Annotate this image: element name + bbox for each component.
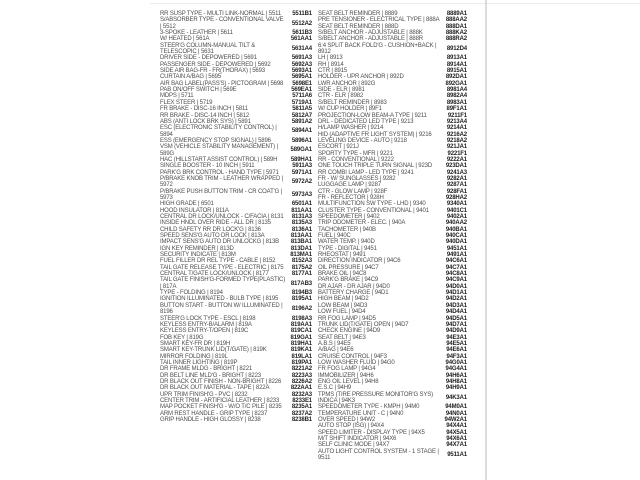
option-code: 6501A1 xyxy=(291,201,312,208)
option-description: E.S.C | 94H9 xyxy=(318,385,352,392)
option-description: DR BLACK OUT FINISH - NON-BRIGHT | 8226 xyxy=(160,378,282,385)
option-code: 94D2A1 xyxy=(445,296,467,303)
option-code: 94W2A1 xyxy=(444,417,467,423)
option-description: LWR ANCHOR | 892G xyxy=(318,80,376,87)
option-code: 94H8A1 xyxy=(445,378,467,385)
option-row[interactable] xyxy=(160,43,312,56)
option-description: IMMOBILIZER | 94H6 xyxy=(318,372,374,379)
option-code: 561AA1 xyxy=(290,36,312,43)
option-code: 94H9A1 xyxy=(445,385,467,392)
option-code: 9211F1 xyxy=(447,112,467,119)
option-description: FUEL | 940C xyxy=(318,233,351,240)
option-description: TAIL GATE FINISH'G-FORMED TYPE(PLASTIC) | 817A xyxy=(160,277,286,290)
option-code: 94E5A1 xyxy=(446,340,467,347)
option-description: SMART KEY-FR DR | 819H xyxy=(160,340,231,347)
option-description: CENTER TRIM - ARTIFICIAL LEATHER | 8233 xyxy=(160,397,280,404)
option-code: 921JA1 xyxy=(446,144,467,151)
option-description: GRIP HANDLE - HIGH GLOSSY | 8238 xyxy=(160,417,261,423)
option-code: 8233E1 xyxy=(292,397,312,404)
option-description: TPMS (TIRE PRESSURE MONITOR'G SYS) INDICA | 94K3 xyxy=(318,391,433,404)
option-code: 5693A1 xyxy=(291,68,312,75)
option-description: ENG OIL LEVEL | 94H8 xyxy=(318,378,379,385)
option-description: MAP POCKET FINISH'G - W/O T/C PILE | 8235 xyxy=(160,404,282,411)
option-description: HID (ADAPTIVE FR LIGHT SYSTEM) | 9216 xyxy=(318,131,432,138)
option-description: S/BELT REMINDER | 8983 xyxy=(318,99,387,106)
top-border xyxy=(150,3,640,4)
option-description: RR COMBI LAMP - LED TYPE | 9241 xyxy=(318,169,414,176)
option-description: ESCORT | 921J xyxy=(318,144,359,151)
option-code: 94N0A1 xyxy=(445,410,467,417)
option-description: AUTO LIGHT CONTROL SYSTEM - 1 STAGE | 9511 xyxy=(318,448,439,462)
option-code: 9221F1 xyxy=(447,150,467,157)
option-code: 928HA2 xyxy=(445,194,467,201)
option-description: DR AJAR - DR AJAR | 94D0 xyxy=(318,283,390,290)
option-code: 819HA1 xyxy=(290,340,312,347)
option-code: 94E6A1 xyxy=(446,347,467,354)
option-description: LOW WASHER FLUID | 94G0 xyxy=(318,359,395,366)
option-description: PAB ON/OFF SWITCH | 569E xyxy=(160,87,237,94)
option-code: 811AA1 xyxy=(291,207,312,214)
option-description: RR SUSP TYPE - MULTI LINK-NORMAL | 5511 xyxy=(160,11,282,17)
option-description: TRIP ODOMETER - ELEC. | 940A xyxy=(318,220,406,227)
option-description: MIRROR FOLDING | 819L xyxy=(160,353,228,360)
option-description: P/BRAKE PUSH BUTTON TRIM - CR COAT'G | 5973 xyxy=(160,188,283,201)
option-description: S/BELT ANCHOR - ADJUSTABLE | 888K xyxy=(318,30,423,37)
option-description: A/BAG | 94E6 xyxy=(318,347,354,354)
option-code: 94F3A1 xyxy=(446,353,467,360)
option-description: SPEEDOMETER TYPE - KMPH | 94M0 xyxy=(318,404,420,411)
option-description: UPR TRIM FINISH'G - PVC | 8232 xyxy=(160,391,248,398)
option-code: 94D9A1 xyxy=(445,328,467,335)
option-code: 819GA1 xyxy=(290,334,312,341)
option-code: 8237A2 xyxy=(291,410,312,417)
option-code: 8131A3 xyxy=(291,214,312,220)
option-row[interactable] xyxy=(318,392,467,405)
option-code: 8223A3 xyxy=(291,372,312,379)
option-row[interactable] xyxy=(318,43,467,56)
option-description: A.B.S | 94E5 xyxy=(318,340,351,347)
option-code: 589GA1 xyxy=(290,147,312,154)
option-description: CENTRAL T/GATE LOCK/UNLOCK | 8177 xyxy=(160,271,269,278)
option-code: 813AA1 xyxy=(290,233,312,240)
option-description: ARM REST HANDLE - GRIP TYPE | 8237 xyxy=(160,410,268,417)
option-description: TACHOMETER | 940B xyxy=(318,226,376,233)
option-row[interactable] xyxy=(160,17,312,30)
option-description: DRIVER SIDE - DEPOWERED | 5691 xyxy=(160,55,257,62)
option-code: 888RA2 xyxy=(445,36,467,43)
option-code: 589HA1 xyxy=(290,156,312,163)
option-description: TAIL INNER LIGHTING | 819P xyxy=(160,359,238,366)
option-code: 94X7A1 xyxy=(446,442,467,449)
option-code: 9214A1 xyxy=(446,125,467,132)
option-code: 8177A1 xyxy=(291,271,312,278)
option-code: 5691A3 xyxy=(291,55,312,62)
option-code: 8175A2 xyxy=(291,264,312,271)
option-code: 94D4A1 xyxy=(445,309,467,316)
option-description: 3-SPOKE - LEATHER | 5611 xyxy=(160,30,233,37)
option-description: SIDE - ELR | 8981 xyxy=(318,87,365,94)
option-code: 94D5A1 xyxy=(445,315,467,322)
option-description: FOB KEY | 819G xyxy=(160,334,204,341)
option-description: TAIL GATE RELEASE TYPE - ELECTRIC | 8175 xyxy=(160,264,284,271)
option-code: 94G4A1 xyxy=(445,366,467,373)
option-description: 6:4 SPLIT BACK FOLD'G - CUSHION+BACK | 8912 xyxy=(318,42,437,56)
option-description: PARK'G BRAKE | 94C9 xyxy=(318,277,379,284)
option-code: 9222A1 xyxy=(446,156,467,163)
option-description: TRUNK LID(T/GATE) OPEN | 94D7 xyxy=(318,321,409,328)
option-description: SEAT BELT REMINDER | 888D xyxy=(318,23,399,30)
option-code: 94C6A1 xyxy=(445,258,467,265)
option-description: SPEED SENS'G AUTO DR LOCK | 813A xyxy=(160,233,265,240)
option-description: HOOD INSULATOR | 811A xyxy=(160,207,229,214)
option-description: HIGH BEAM | 94D2 xyxy=(318,296,369,303)
option-description: RR - CONVENTIONAL | 9222 xyxy=(318,156,394,163)
option-code: 8136A1 xyxy=(291,226,312,233)
option-description: S/BELT ANCHOR - ADJUSTABLE | 888R xyxy=(318,36,423,43)
option-description: AIR BAG LABEL(PASS'S) - PICTOGRAM | 5698 xyxy=(160,80,284,87)
option-description: DRL - DEDICATED LED TYPE | 9213 xyxy=(318,118,414,125)
option-description: RR BRAKE - DISC-14 INCH | 5812 xyxy=(160,112,250,119)
option-code: 94E3A1 xyxy=(446,334,467,341)
option-description: OIL PRESSURE | 94C7 xyxy=(318,264,379,271)
option-description: SEAT BELT REMINDER | 8889 xyxy=(318,11,398,17)
option-code: 8232A3 xyxy=(291,391,312,398)
option-row[interactable] xyxy=(160,125,312,138)
option-description: CENTRAL DR LOCK/UNLOCK - C/FACIA | 8131 xyxy=(160,214,284,220)
option-description: DR BELT LINE MLD'G - BRIGHT | 8223 xyxy=(160,372,261,379)
option-description: OVER SPEED | 94W2 xyxy=(318,417,376,423)
option-description: HOLDER - UPR ANCHOR | 892D xyxy=(318,74,404,81)
option-code: 892DA1 xyxy=(445,74,467,81)
option-code: 8152A3 xyxy=(291,258,312,265)
option-code: 888AA2 xyxy=(445,17,467,24)
option-description: FR - W/ SUNGLASSES | 9282 xyxy=(318,175,396,182)
option-code: 8196A2 xyxy=(291,305,312,312)
option-code: 5698E1 xyxy=(292,80,312,87)
option-description: RH | 8914 xyxy=(318,61,344,68)
option-code: 9218A2 xyxy=(446,137,467,144)
option-description: SPEED LIMITER - DISPLAY TYPE | 94X5 xyxy=(318,429,425,436)
option-description: ESC (ELECTRONIC STABILITY CONTROL) | 5894 xyxy=(160,125,277,138)
option-description: CHECK ENGINE | 94D9 xyxy=(318,328,381,335)
option-row[interactable] xyxy=(160,144,312,157)
option-description: MDPS | 5711 xyxy=(160,93,194,100)
option-code: 569EA1 xyxy=(291,87,312,94)
option-code: 8238B1 xyxy=(291,417,312,423)
option-description: KEYLESS ENTRY-B/ALARM | 819A xyxy=(160,321,252,328)
option-description: S/ABSORBER TYPE - CONVENTIONAL VALVE | 5512 xyxy=(160,17,284,30)
option-code: 94X6A1 xyxy=(446,436,467,443)
option-code: 5973A3 xyxy=(291,191,312,198)
option-code: 94D3A1 xyxy=(445,302,467,309)
option-description: W/ CUP HOLDER | 89F1 xyxy=(318,106,382,113)
option-code: 8221A2 xyxy=(291,366,312,373)
option-code: 9282A1 xyxy=(446,175,467,182)
option-code: 892GA1 xyxy=(445,80,467,87)
option-code: 5711A6 xyxy=(292,93,312,100)
option-description: TYPE - FOLDING | 8194 xyxy=(160,290,223,297)
option-code: 94G0A1 xyxy=(445,359,467,366)
option-code: 8235A1 xyxy=(291,404,312,411)
option-code: 8915A1 xyxy=(446,68,467,75)
option-code: 8226A2 xyxy=(291,378,312,385)
option-code: 940DA1 xyxy=(445,239,467,246)
option-description: RR FOG LAMP | 94D5 xyxy=(318,315,376,322)
option-description: LUGGAGE LAMP | 9287 xyxy=(318,182,381,189)
option-code: 819PA1 xyxy=(291,359,312,366)
option-description: SPEEDOMETER | 9402 xyxy=(318,214,380,220)
option-code: 888KA2 xyxy=(445,30,467,37)
option-description: CRUISE CONTROL | 94F3 xyxy=(318,353,387,360)
option-description: WATER TEMP. | 940D xyxy=(318,239,375,246)
option-description: ONE TOUCH TRIPLE TURN SIGNAL | 923D xyxy=(318,163,433,170)
option-code: 817AB3 xyxy=(290,280,312,287)
option-description: DIRECTION INDICATOR | 94C6 xyxy=(318,258,401,265)
option-row[interactable] xyxy=(160,417,312,423)
option-code: 5695A1 xyxy=(291,74,312,81)
option-code: 819KA1 xyxy=(290,347,312,354)
option-description: TYPE - DIGITAL | 9451 xyxy=(318,245,377,252)
option-description: LOW FUEL | 94D4 xyxy=(318,309,366,316)
option-description: CURTAIN A/BAG | 5695 xyxy=(160,74,222,81)
option-description: CHILD SAFETY RR DR LOCK'G | 8136 xyxy=(160,226,261,233)
option-description: ESS (EMERGENCY STOP SIGNAL) | 5896 xyxy=(160,137,271,144)
option-code: 5511B1 xyxy=(292,11,312,17)
option-description: SIDE AIR BAG-FR - FR(THORAX) | 5693 xyxy=(160,68,265,75)
option-description: DR BLACK OUT MATERIAL - TAPE | 822A xyxy=(160,385,270,392)
option-code: 888DA1 xyxy=(445,23,467,30)
option-code: 8195A1 xyxy=(291,296,312,303)
option-description: IGN KEY REMINDER | 813D xyxy=(160,245,234,252)
option-description: RHEOSTAT | 9491 xyxy=(318,252,366,259)
option-code: 89F1A1 xyxy=(446,106,467,113)
option-code: 5631A4 xyxy=(291,45,312,52)
option-code: 9287A1 xyxy=(446,182,467,189)
option-description: STEER'G COLUMN-MANUAL TILT & TELESCOPIC | 5631 xyxy=(160,42,256,56)
option-code: 94C7A1 xyxy=(445,264,467,271)
option-code: 5971A1 xyxy=(291,169,312,176)
option-code: 940AA2 xyxy=(445,220,467,227)
option-description: BUTTON START - BUTTON W/ ILLUMINATED | 8196 xyxy=(160,302,283,316)
vertical-divider xyxy=(485,0,487,480)
option-code: 819AA1 xyxy=(290,321,312,328)
option-code: 94X4A1 xyxy=(446,423,467,430)
options-column-right xyxy=(318,11,467,461)
option-description: HIGH GRADE | 6501 xyxy=(160,201,214,208)
option-description: IGNITION ILLUMINATED - BULB TYPE | 8195 xyxy=(160,296,279,303)
option-description: LOW BEAM | 94D3 xyxy=(318,302,368,309)
option-code: 94H6A1 xyxy=(445,372,467,379)
option-code: 5611B3 xyxy=(292,30,312,37)
option-description: PARK'G BRK CONTROL - HAND TYPE | 5971 xyxy=(160,169,279,176)
option-code: 5896A1 xyxy=(291,137,312,144)
option-row[interactable] xyxy=(160,189,312,202)
option-description: INSIDE HNDL OVER RIDE - ALL DR | 8135 xyxy=(160,220,271,227)
option-code: 5972A2 xyxy=(291,179,312,186)
option-code: 8198A3 xyxy=(291,315,312,322)
option-description: CTR - GLOW LAMP | 928F xyxy=(318,188,388,195)
option-code: 5692A3 xyxy=(291,61,312,68)
option-description: MULTIFUNCTION SW TYPE - LHD | 9340 xyxy=(318,201,426,208)
option-code: 9340A1 xyxy=(446,201,467,208)
option-code: 9216A2 xyxy=(446,131,467,138)
option-description: TEMPERATURE UNIT - C | 94N0 xyxy=(318,410,404,417)
option-code: 5811A5 xyxy=(292,106,312,113)
option-code: 822AA1 xyxy=(290,385,312,392)
option-description: P/BRAKE KNOB TRIM - LEATHER WRAPPED | 5972 xyxy=(160,175,284,189)
option-code: 94M0A1 xyxy=(445,404,467,411)
option-description: BATTERY CHARGE | 94D1 xyxy=(318,290,389,297)
option-code: 5719A1 xyxy=(291,99,312,106)
option-row[interactable] xyxy=(160,277,312,290)
option-code: 923DA1 xyxy=(445,163,467,170)
option-description: W/ HEATED | 561A xyxy=(160,36,210,43)
option-description: ABS (ANTI LOCK BRK SYS) | 5891 xyxy=(160,118,251,125)
option-description: CTR | 8915 xyxy=(318,68,348,75)
option-code: 5894A1 xyxy=(291,128,312,135)
option-description: IMPACT SENS'G AUTO DR UNLOCKG | 813B xyxy=(160,239,280,246)
option-code: 9401C1 xyxy=(446,207,467,214)
option-row[interactable] xyxy=(160,303,312,316)
option-code: 8982A4 xyxy=(446,93,467,100)
option-code: 8914A1 xyxy=(446,61,467,68)
option-description: HAC (HILLSTART ASSIST CONTROL) | 589H xyxy=(160,156,278,163)
option-code: 8889A1 xyxy=(446,11,467,17)
option-description: PROJECTION-LOW BEAM-A TYPE | 9211 xyxy=(318,112,427,119)
option-code: 819CA1 xyxy=(290,328,312,335)
option-description: PRE TENSIONER - ELECTRICAL TYPE | 888A xyxy=(318,17,440,24)
option-description: CTR - ELR | 8982 xyxy=(318,93,364,100)
option-code: 813MA1 xyxy=(290,252,312,259)
option-row[interactable] xyxy=(160,176,312,189)
option-code: 94D7A1 xyxy=(445,321,467,328)
option-description: PASSENGER SIDE - DEPOWERED | 5692 xyxy=(160,61,271,68)
option-code: 813BA1 xyxy=(290,239,312,246)
option-row[interactable] xyxy=(318,449,467,462)
option-description: STEER'G LOCK TYPE - ESCL | 8198 xyxy=(160,315,256,322)
option-description: KEYLESS ENTRY-T/OPEN | 819C xyxy=(160,328,249,335)
option-code: 8981A4 xyxy=(446,87,467,94)
option-code: 94X5A1 xyxy=(446,429,467,436)
option-description: CLUSTER TYPE - CONVENTIONAL | 9401 xyxy=(318,207,429,214)
option-code: 94C8A1 xyxy=(445,271,467,278)
option-description: SEAT BELT | 94E3 xyxy=(318,334,366,341)
option-description: SMART KEY-TRUNK LID(T/GATE) | 819K xyxy=(160,347,267,354)
option-description: SINGLE BOOSTER - 10 INCH | 5911 xyxy=(160,163,255,170)
option-code: 8913A1 xyxy=(446,55,467,62)
option-code: 940BA1 xyxy=(445,226,467,233)
options-column-left xyxy=(160,11,312,423)
option-description: FR FOG LAMP | 94G4 xyxy=(318,366,376,373)
option-description: FR - REFLECTOR | 928H xyxy=(318,194,384,201)
option-code: 9213A4 xyxy=(446,118,467,125)
option-code: 813DA1 xyxy=(290,245,312,252)
option-code: 9241A3 xyxy=(446,169,467,176)
option-description: VSM (VEHICLE STABILITY MANAGEMENT) | 589G xyxy=(160,144,278,157)
option-code: 5812A7 xyxy=(291,112,312,119)
option-description: SELF CLINIC MODE | 94X7 xyxy=(318,442,390,449)
option-code: 819LA1 xyxy=(291,353,312,360)
option-description: AUTO STOP (ISG) | 94X4 xyxy=(318,423,384,430)
option-code: 8912D4 xyxy=(446,45,467,52)
option-code: 94C9A1 xyxy=(445,277,467,284)
option-description: FUEL FILLER DR REL TYPE - CABLE | 8152 xyxy=(160,258,276,265)
option-code: 940CA1 xyxy=(445,233,467,240)
option-description: SPORTY TYPE - MFR | 9221 xyxy=(318,150,393,157)
option-code: 9451A1 xyxy=(446,245,467,252)
option-code: 5512A2 xyxy=(291,20,312,27)
option-description: LEVELING DEVICE - AUTO | 9218 xyxy=(318,137,407,144)
option-code: 8135A3 xyxy=(291,220,312,227)
option-code: 5911A3 xyxy=(292,163,312,170)
option-code: 9491A1 xyxy=(446,252,467,259)
option-description: FLEX STEER | 5719 xyxy=(160,99,213,106)
option-description: DR FRAME MLDG - BRIGHT | 8221 xyxy=(160,366,253,373)
option-code: 928FA1 xyxy=(446,188,467,195)
option-description: FR BRAKE - DISC-16 INCH | 5811 xyxy=(160,106,248,113)
option-code: 8983A1 xyxy=(446,99,467,106)
option-code: 94K3A1 xyxy=(445,394,467,401)
option-code: 9511A1 xyxy=(447,451,467,458)
option-code: 5891A2 xyxy=(291,118,312,125)
option-description: BRAKE OIL | 94C8 xyxy=(318,271,367,278)
option-code: 94D0A1 xyxy=(445,283,467,290)
option-code: 9402A1 xyxy=(446,214,467,220)
option-description: SECURITY INDICATE | 813M xyxy=(160,252,236,259)
option-code: 94D1A1 xyxy=(445,290,467,297)
option-description: H/LAMP WASHER | 9214 xyxy=(318,125,384,132)
option-description: M/T SHIFT INDICATOR | 94X6 xyxy=(318,436,397,443)
option-description: LH | 8913 xyxy=(318,55,343,62)
option-code: 8194B3 xyxy=(291,290,312,297)
